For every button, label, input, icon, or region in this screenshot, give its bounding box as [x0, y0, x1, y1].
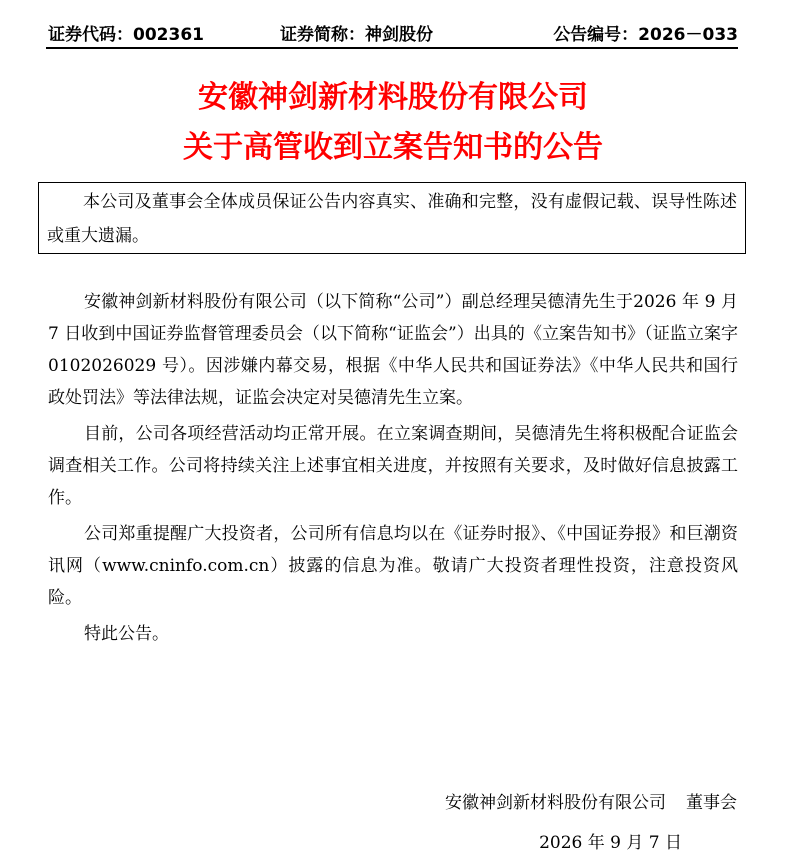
stock-code: 证券代码：002361 [48, 25, 204, 45]
header-divider [46, 47, 738, 49]
guarantee-notice-text: 本公司及董事会全体成员保证公告内容真实、准确和完整，没有虚假记载、误导性陈述或重大遗漏。 [47, 192, 737, 246]
stock-abbreviation: 证券简称：神剑股份 [280, 25, 433, 45]
paragraph-closing: 特此公告。 [84, 624, 169, 644]
announcement-header [48, 16, 738, 50]
signature-company: 安徽神剑新材料股份有限公司 [445, 793, 666, 813]
announcement-body [48, 286, 738, 654]
company-title: 安徽神剑新材料股份有限公司 [198, 80, 588, 115]
guarantee-notice-box [38, 182, 746, 254]
signature [445, 788, 737, 813]
announcement-title: 关于高管收到立案告知书的公告 [183, 130, 603, 165]
announcement-number: 公告编号：2026－033 [553, 25, 738, 45]
paragraph-case-filing: 安徽神剑新材料股份有限公司（以下简称“公司”）副总经理吴德清先生于2026 年 9 月 7 日收到中国证券监督管理委员会（以下简称“证监会”）出具的《立案告知书》（证监立案字 0102026029 号）。因涉嫌内幕交易，根据《中华人民共和国证券法》《中华人民共和国行政处罚法》等法律法规，证监会决定对吴德清先生立案。 [48, 292, 738, 408]
paragraph-investor-reminder: 公司郑重提醒广大投资者，公司所有信息均以在《证券时报》、《中国证券报》和巨潮资讯网（www.cninfo.com.cn）披露的信息为准。敬请广大投资者理性投资，注意投资风险。 [48, 524, 738, 608]
announcement-date: 2026 年 9 月 7 日 [539, 833, 682, 853]
signature-board: 董事会 [686, 793, 737, 813]
paragraph-operations: 目前，公司各项经营活动均正常开展。在立案调查期间，吴德清先生将积极配合证监会调查相关工作。公司将持续关注上述事宜相关进度，并按照有关要求，及时做好信息披露工作。 [48, 424, 738, 508]
